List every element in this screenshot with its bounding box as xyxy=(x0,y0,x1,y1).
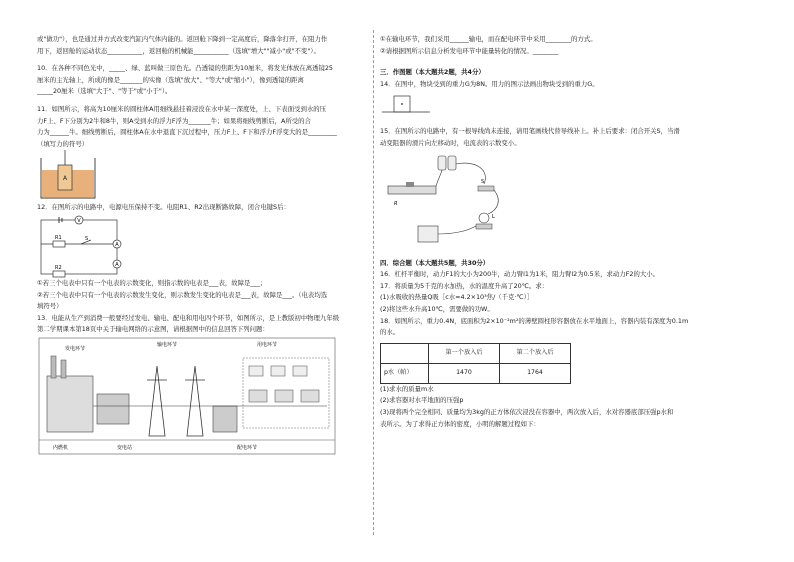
text-line: (1)求水的质量m水 xyxy=(380,384,434,393)
table-row xyxy=(381,363,571,383)
table-cell: 1764 xyxy=(500,363,571,383)
text-line: 用下，返回舱的运动状态___________，返回舱的机械能___________（选填"增大""减小"或"不变"）。 xyxy=(37,46,320,55)
text-line: 动变阻器的滑片向左移动时，电流表的示数变小。 xyxy=(380,138,521,147)
question-14: 14．在图中，物块受到的重力G为8N。用力的图示法画出物块受到的重力G。 xyxy=(380,79,599,88)
text-line: 填符号） xyxy=(37,302,63,311)
text-line: 或"做功"），也是通过并方式改变汽缸内气体内能的。返回舱下降到一定高度后，降落伞打开，在阻力作 xyxy=(37,35,328,43)
section-4-heading: 四．综合题（本大题共5题，共30分） xyxy=(380,258,490,267)
text-line: _____20厘米（选填"大于"、"等于"或"小于"）。 xyxy=(37,87,172,96)
voltmeter-label: V xyxy=(77,217,81,224)
table-header-cell xyxy=(381,343,429,363)
question-15: 15．在图所示的电路中，有一根导线尚未连接，请用笔画线代替导线补上。补上后要求：闭合开关S，当滑 xyxy=(380,127,680,136)
rheostat-label: R xyxy=(394,200,398,207)
transmission-label: 输电环节 xyxy=(157,341,178,348)
text-line: 表所示。为了求得正方体的密度，小明的解题过程如下： xyxy=(380,419,540,428)
plant-label: 内燃机 xyxy=(53,444,69,451)
block-figure xyxy=(380,90,758,126)
question-16: 16．杠杆平衡时，动力F1的大小为200牛，动力臂l1为1米，阻力臂l2为0.5米，求动力F2的大小。 xyxy=(380,270,660,279)
table-header-cell: 第一个放入后 xyxy=(429,343,500,363)
r1-label: R1 xyxy=(55,234,62,241)
question-12: 12．在图所示的电路中，电源电压保持不变。电阻R1、R2出现断路故障，闭合电键S后： xyxy=(37,203,290,212)
table-header-row xyxy=(381,343,571,363)
text-line: 第二学期课本第18页中关于输电网络的示意图，请根据图中的信息回答下列问题： xyxy=(37,325,269,334)
table-header-cell: 第二个放入后 xyxy=(500,343,571,363)
text-line: ②请根据图所示信息分析发电环节中能量转化的情况。________ xyxy=(380,46,559,55)
left-column xyxy=(37,34,367,456)
table-row-label: p水（帕） xyxy=(381,363,429,383)
distribution-label: 配电环节 xyxy=(237,444,258,451)
text-line: (2)求容器对水平地面的压强p xyxy=(380,396,464,405)
ammeter-label-1: A xyxy=(115,241,119,248)
question-18: 18．如图所示，重力0.4N，底面积为2×10⁻²m²的薄壁圆柱形容器放在水平地面上，容器内装有深度为0.1m xyxy=(380,316,689,325)
text-line: (2)将这些水升高10℃，需要做的功W。 xyxy=(380,304,494,313)
power-grid-figure xyxy=(37,336,367,456)
text-line: ②若三个电表中只有一个电表的示数发生变化，则示数发生变化的电表是___表，故障是___。（电表均选 xyxy=(37,290,328,299)
rheostat-circuit-figure xyxy=(380,150,758,254)
circuit-figure xyxy=(37,214,367,278)
switch-s-label: S xyxy=(481,178,485,185)
text-line: 力F上、F下分别为2牛和8牛，则A受到水的浮力F浮为_______牛；如果将细线剪断后，A所受的合 xyxy=(37,116,311,125)
beaker-figure xyxy=(37,150,367,202)
r2-label: R2 xyxy=(55,264,62,271)
text-line: ①在输电环节，我们采用______输电，而在配电环节中采用________的方式。 xyxy=(380,35,597,43)
text-line: （填写力的符号） xyxy=(37,139,89,148)
lamp-label: L xyxy=(492,213,495,220)
consumption-label: 用电环节 xyxy=(257,341,278,348)
question-17: 17．将质量为5千克的水加热，水的温度升高了20℃。求： xyxy=(380,281,549,290)
section-3-heading: 三．作图题（本大题共2题，共4分） xyxy=(380,68,485,77)
cylinder-a-label: A xyxy=(62,175,68,183)
text-line: 厘米的主光轴上，所成的像是_______的实像（选填"放大"、"等大"或"缩小"），像到透镜的距离 xyxy=(37,75,304,84)
text-line: (3)现将两个完全相同、质量均为3kg的正方体依次浸没在容器中，两次放入后，水对容器底部压强p水和 xyxy=(380,407,674,416)
text-line: ①若三个电表中只有一个电表的示数变化，则指示数的电表是___表，故障是___； xyxy=(37,278,267,287)
ammeter-label-2: A xyxy=(115,261,119,268)
substation-label: 变电站 xyxy=(117,444,133,451)
question-11: 11．如图所示，将高为10厘米的圆柱体A用细线悬挂着浸没在水中某一深度处，上、下表面受到水的压 xyxy=(37,104,327,113)
question-10: 10．在各种不同色光中，_____、绿、蓝叫做三原色光。凸透镜的焦距为10厘米，将发光体放在离透镜25 xyxy=(37,64,333,73)
switch-label: S xyxy=(85,235,89,242)
pressure-table xyxy=(380,343,571,384)
question-13: 13．电能从生产到消费一般要经过发电、输电、配电和用电四个环节，如图所示，是上教版初中物理九年级 xyxy=(37,313,340,322)
column-divider xyxy=(373,30,374,535)
right-column xyxy=(380,34,758,430)
table-cell: 1470 xyxy=(429,363,500,383)
text-line: 的水。 xyxy=(380,328,400,337)
text-line: (1)水吸收的热量Q吸［c水=4.2×10³焦/（千克·℃）］ xyxy=(380,293,534,302)
text-line: 力为______牛。细线剪断后，圆柱体A在水中退直下沉过程中，压力F上、F下和浮力F浮变大的是_________ xyxy=(37,128,337,137)
generation-label: 发电环节 xyxy=(65,345,86,352)
